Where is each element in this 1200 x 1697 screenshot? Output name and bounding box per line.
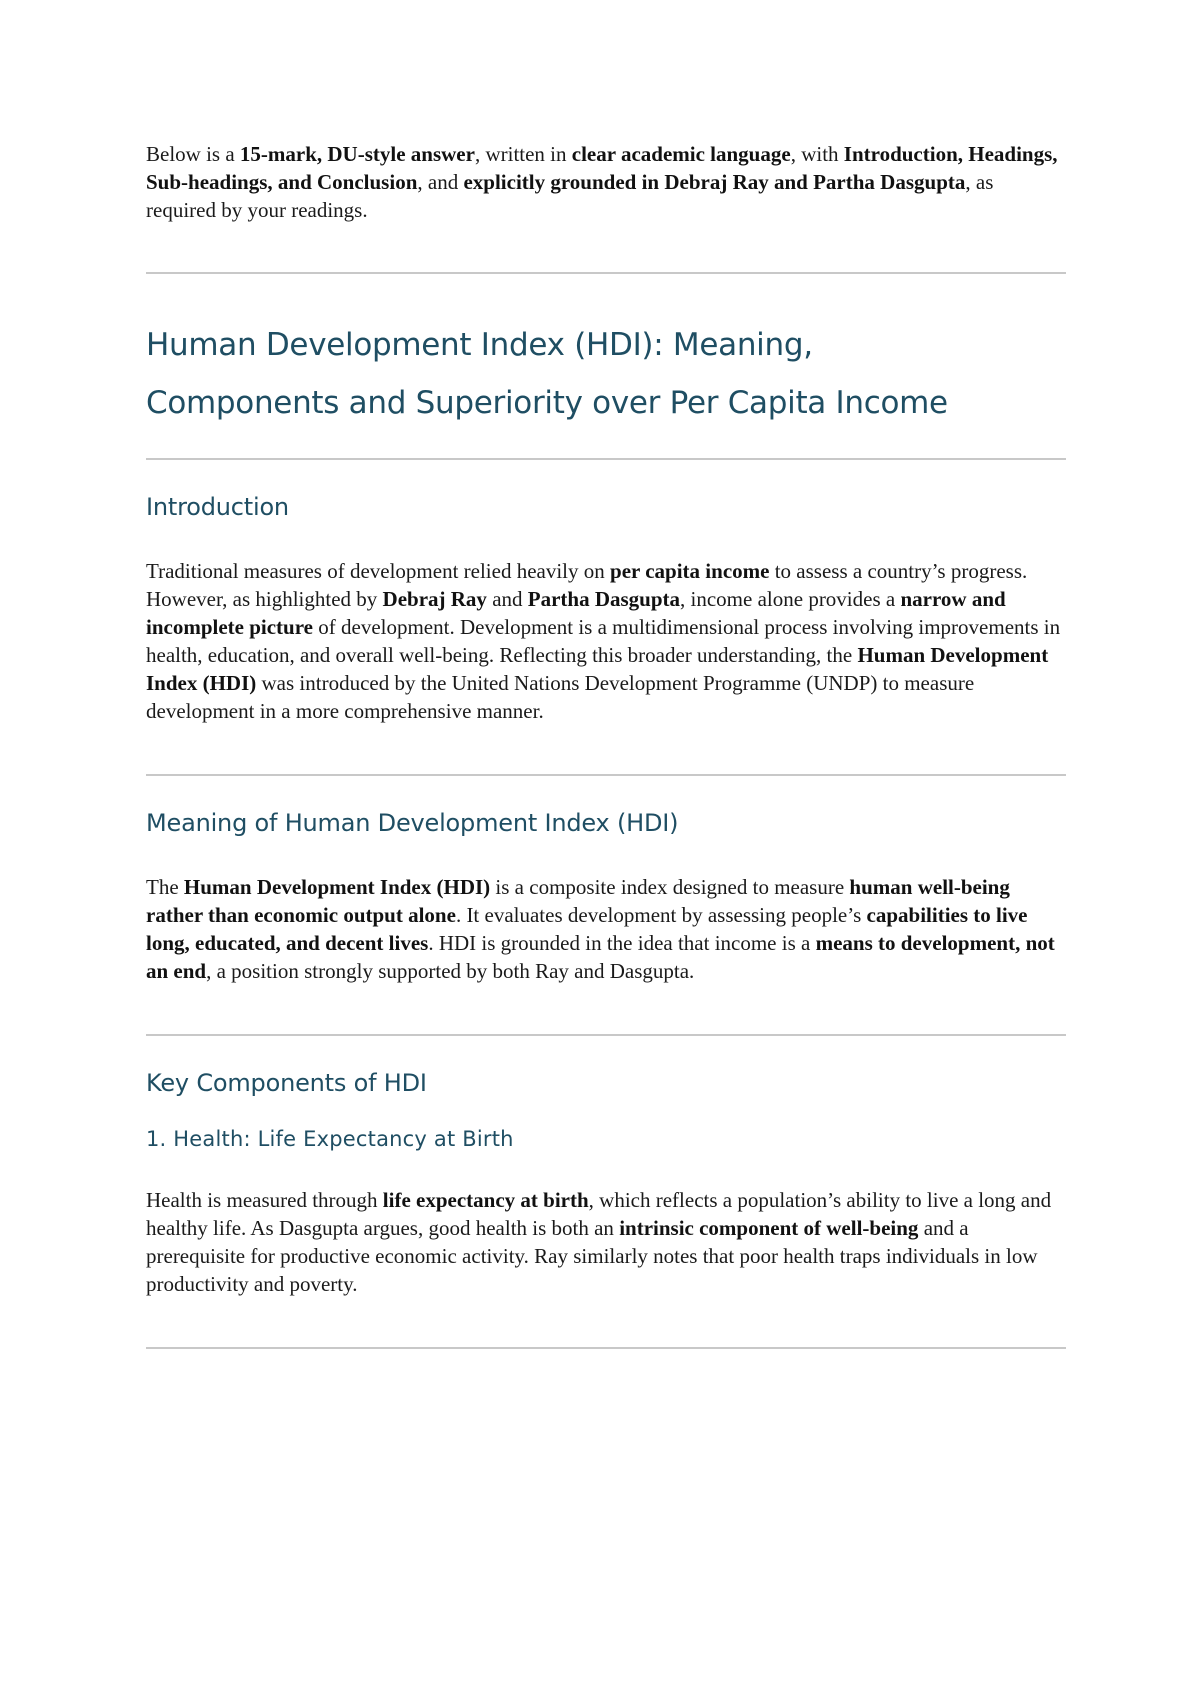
intro-note-paragraph: Below is a 15-mark, DU-style answer, written in clear academic language, with Introduction, Headings, Sub-headings, and Conclusion, and explicitly grounded in Debraj Ray and Partha Dasgupta, as required by your readings. xyxy=(146,142,1058,222)
bold-phrase: clear academic language xyxy=(571,142,791,166)
bold-phrase: Introduction, Headings, Sub-headings, and Conclusion xyxy=(146,142,1058,194)
components-heading: Key Components of HDI xyxy=(146,1069,427,1097)
bold-phrase: Human Development Index (HDI) xyxy=(183,875,491,899)
bold-phrase: means to development, not an end xyxy=(146,931,1055,983)
health-subheading: 1. Health: Life Expectancy at Birth xyxy=(146,1127,514,1151)
introduction-paragraph: Traditional measures of development relied heavily on per capita income to assess a country’s progress. However, as highlighted by Debraj Ray and Partha Dasgupta, income alone provides a narrow and incomplete picture of development. Development is a multidimensional process involving improvements in health, education, and overall well-being. Reflecting this broader understanding, the Human Development Index (HDI) was introduced by the United Nations Development Programme (UNDP) to measure development in a more comprehensive manner. xyxy=(146,559,1061,723)
divider xyxy=(146,272,1066,274)
bold-phrase: per capita income xyxy=(610,559,770,583)
divider xyxy=(146,1347,1066,1349)
bold-phrase: capabilities to live long, educated, and decent lives xyxy=(146,903,1028,955)
divider xyxy=(146,774,1066,776)
meaning-heading: Meaning of Human Development Index (HDI) xyxy=(146,809,679,837)
document-page xyxy=(146,140,1066,1349)
introduction-heading: Introduction xyxy=(146,493,289,521)
meaning-paragraph: The Human Development Index (HDI) is a composite index designed to measure human well-being rather than economic output alone. It evaluates development by assessing people’s capabilities to live long, educated, and decent lives. HDI is grounded in the idea that income is a means to development, not an end, a position strongly supported by both Ray and Dasgupta. xyxy=(146,875,1055,983)
bold-phrase: human well-being rather than economic output alone xyxy=(146,875,1010,927)
health-paragraph: Health is measured through life expectancy at birth, which reflects a population’s ability to live a long and healthy life. As Dasgupta argues, good health is both an intrinsic component of well-being and a prerequisite for productive economic activity. Ray similarly notes that poor health traps individuals in low productivity and poverty. xyxy=(146,1188,1052,1296)
bold-phrase: intrinsic component of well-being xyxy=(619,1216,919,1240)
bold-phrase: Human Development Index (HDI) xyxy=(146,643,1049,695)
bold-phrase: narrow and incomplete picture xyxy=(146,587,1006,639)
document-title: Human Development Index (HDI): Meaning, Components and Superiority over Per Capita Income xyxy=(146,327,948,421)
bold-phrase: life expectancy at birth xyxy=(382,1188,589,1212)
bold-phrase: Debraj Ray xyxy=(382,587,487,611)
divider xyxy=(146,458,1066,460)
bold-phrase: explicitly grounded in Debraj Ray and Partha Dasgupta xyxy=(463,170,966,194)
divider xyxy=(146,1034,1066,1036)
bold-phrase: Partha Dasgupta xyxy=(527,587,681,611)
bold-phrase: 15-mark, DU-style answer xyxy=(239,142,475,166)
